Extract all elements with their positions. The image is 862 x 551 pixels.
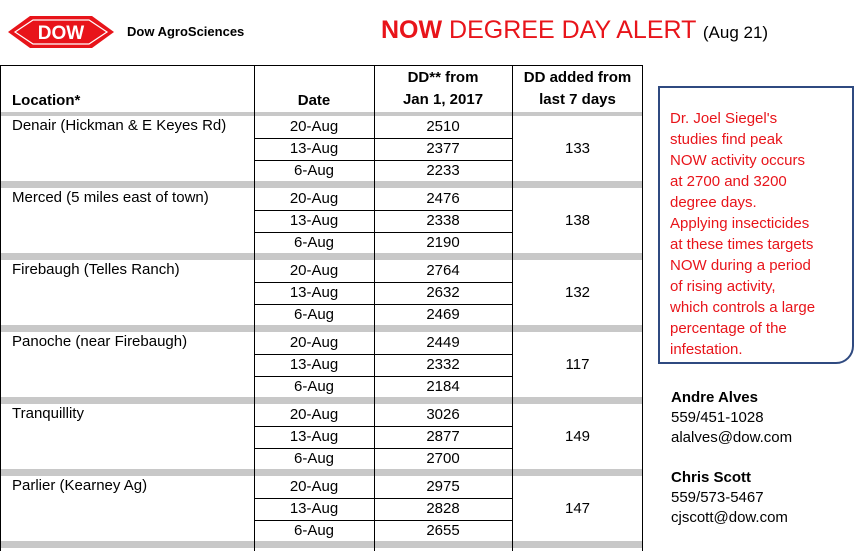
cell-divider: [254, 498, 512, 499]
location-cell: Firebaugh (Telles Ranch): [12, 261, 180, 278]
date-cell: 20-Aug: [289, 478, 339, 495]
column-divider: [374, 65, 375, 551]
dd-cell: 2190: [426, 234, 460, 251]
note-line: at these times targets: [670, 236, 814, 253]
dd-cell: 2764: [426, 262, 460, 279]
column-divider: [512, 65, 513, 551]
header-added-line1: DD added from: [523, 69, 632, 86]
contact-phone: 559/573-5467: [671, 489, 764, 506]
cell-divider: [254, 426, 512, 427]
date-cell: 6-Aug: [293, 522, 335, 539]
title-now: NOW: [381, 16, 443, 44]
cell-divider: [254, 376, 512, 377]
note-line: at 2700 and 3200: [670, 173, 787, 190]
date-cell: 6-Aug: [293, 306, 335, 323]
row-separator: [1, 325, 642, 332]
contact-card: [671, 468, 788, 528]
page-title: [381, 16, 768, 45]
title-date: (Aug 21): [702, 23, 769, 42]
date-cell: 20-Aug: [289, 190, 339, 207]
contact-name: Chris Scott: [671, 469, 752, 486]
cell-divider: [254, 160, 512, 161]
dd-cell: 2828: [426, 500, 460, 517]
date-cell: 20-Aug: [289, 118, 339, 135]
date-cell: 13-Aug: [289, 284, 339, 301]
header-added-line2: last 7 days: [539, 91, 616, 108]
date-cell: 13-Aug: [289, 428, 339, 445]
date-cell: 20-Aug: [289, 334, 339, 351]
header-date: Date: [297, 92, 331, 109]
dd-cell: 2510: [426, 118, 460, 135]
note-line: percentage of the: [670, 320, 787, 337]
cell-divider: [254, 282, 512, 283]
date-cell: 13-Aug: [289, 500, 339, 517]
row-separator: [1, 253, 642, 260]
location-cell: Merced (5 miles east of town): [12, 189, 209, 206]
dd-cell: 2975: [426, 478, 460, 495]
cell-divider: [254, 448, 512, 449]
cell-divider: [254, 304, 512, 305]
contact-name: Andre Alves: [671, 389, 758, 406]
date-cell: 13-Aug: [289, 140, 339, 157]
date-cell: 6-Aug: [293, 450, 335, 467]
dd-added-cell: 147: [564, 500, 591, 517]
column-divider: [254, 65, 255, 551]
dd-added-cell: 138: [564, 212, 591, 229]
row-separator: [1, 469, 642, 476]
dd-added-cell: 132: [564, 284, 591, 301]
row-separator: [1, 397, 642, 404]
date-cell: 13-Aug: [289, 356, 339, 373]
contact-card: [671, 388, 792, 448]
dd-cell: 2377: [426, 140, 460, 157]
cell-divider: [254, 138, 512, 139]
row-separator: [1, 181, 642, 188]
header-dd: [374, 67, 512, 111]
location-cell: Denair (Hickman & E Keyes Rd): [12, 117, 227, 134]
note-line: degree days.: [670, 194, 757, 211]
brand-name: Dow AgroSciences: [127, 24, 245, 39]
dd-added-cell: 117: [565, 356, 590, 373]
dd-cell: 2469: [426, 306, 460, 323]
header-dd-line2: Jan 1, 2017: [402, 91, 484, 108]
date-cell: 20-Aug: [289, 262, 339, 279]
dd-cell: 2655: [426, 522, 460, 539]
research-note: [658, 86, 854, 364]
note-line: which controls a large: [670, 299, 816, 316]
date-cell: 6-Aug: [293, 234, 335, 251]
cell-divider: [254, 354, 512, 355]
note-line: Applying insecticides: [670, 215, 810, 232]
dd-cell: 3026: [426, 406, 460, 423]
date-cell: 6-Aug: [293, 378, 335, 395]
logo-text: DOW: [37, 23, 85, 44]
contact-email[interactable]: cjscott@dow.com: [671, 509, 788, 526]
title-rest: DEGREE DAY ALERT: [442, 16, 696, 44]
note-line: Dr. Joel Siegel's: [670, 110, 778, 127]
header-dd-line1: DD** from: [407, 69, 479, 86]
dd-cell: 2184: [426, 378, 460, 395]
dd-cell: 2632: [426, 284, 460, 301]
dd-cell: 2332: [426, 356, 460, 373]
dd-cell: 2449: [426, 334, 460, 351]
location-cell: Parlier (Kearney Ag): [12, 477, 148, 494]
cell-divider: [254, 520, 512, 521]
note-line: NOW during a period: [670, 257, 811, 274]
date-cell: 6-Aug: [293, 162, 335, 179]
header-location: Location*: [12, 92, 81, 109]
location-cell: Panoche (near Firebaugh): [12, 333, 188, 350]
dd-cell: 2338: [426, 212, 460, 229]
dd-cell: 2700: [426, 450, 460, 467]
cell-divider: [254, 210, 512, 211]
note-line: studies find peak: [670, 131, 783, 148]
location-cell: Tranquillity: [12, 405, 84, 422]
note-line: of rising activity,: [670, 278, 776, 295]
row-separator: [1, 541, 642, 548]
dd-added-cell: 149: [564, 428, 591, 445]
date-cell: 13-Aug: [289, 212, 339, 229]
header-dd-added: [512, 67, 643, 111]
dd-cell: 2476: [426, 190, 460, 207]
contact-phone: 559/451-1028: [671, 409, 764, 426]
date-cell: 20-Aug: [289, 406, 339, 423]
cell-divider: [254, 232, 512, 233]
dd-cell: 2877: [426, 428, 460, 445]
contact-email[interactable]: alalves@dow.com: [671, 429, 793, 446]
note-line: NOW activity occurs: [670, 152, 806, 169]
dd-cell: 2233: [426, 162, 460, 179]
note-line: infestation.: [670, 341, 743, 358]
dd-added-cell: 133: [564, 140, 591, 157]
dow-logo: [6, 14, 116, 50]
